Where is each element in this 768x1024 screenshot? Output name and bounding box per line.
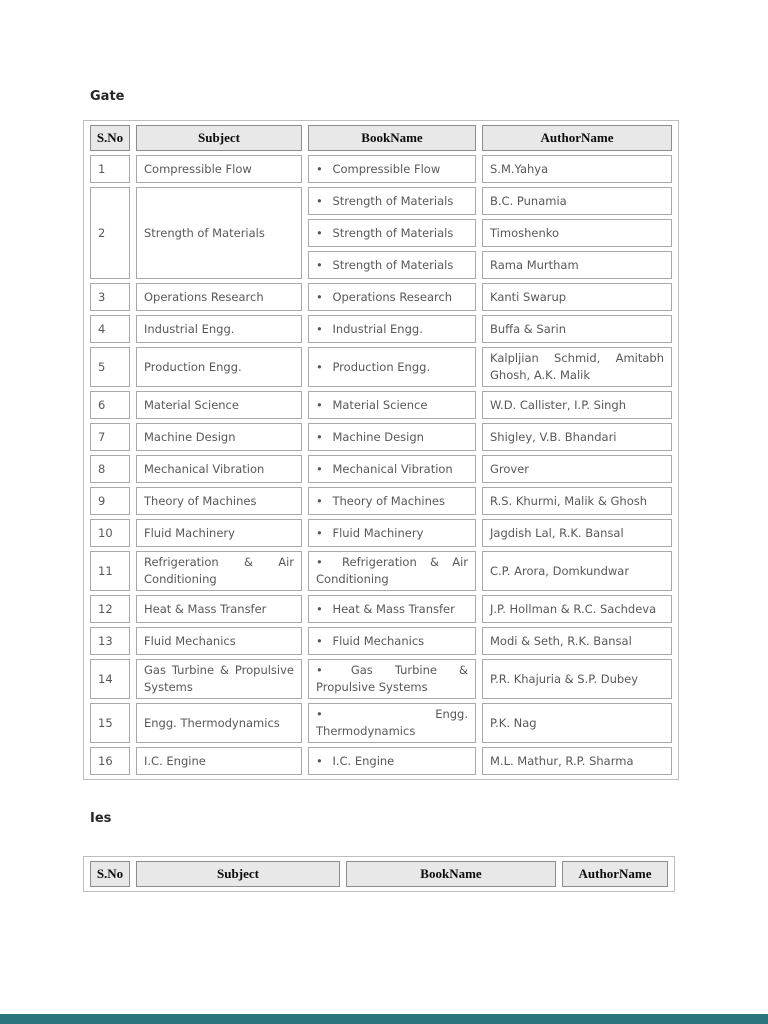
book-title: I.C. Engine — [332, 753, 395, 768]
authorname-cell: Jagdish Lal, R.K. Bansal — [482, 519, 672, 547]
column-header-bookname: BookName — [346, 861, 556, 887]
book-title: Operations Research — [332, 289, 453, 304]
sno-cell: 12 — [90, 595, 130, 623]
book-title: Engg. Thermodynamics — [316, 707, 468, 738]
sno-cell: 8 — [90, 455, 130, 483]
authorname-cell: M.L. Mathur, R.P. Sharma — [482, 747, 672, 775]
bullet-icon: • — [316, 289, 323, 304]
bookname-cell — [308, 423, 476, 451]
authorname-cell: R.S. Khurmi, Malik & Ghosh — [482, 487, 672, 515]
authorname-cell: Buffa & Sarin — [482, 315, 672, 343]
book-title: Machine Design — [332, 429, 424, 444]
table-row — [90, 391, 672, 419]
bookname-cell — [308, 627, 476, 655]
book-title: Material Science — [332, 397, 428, 412]
subject-cell: Fluid Machinery — [136, 519, 302, 547]
ies-books-table — [83, 856, 675, 892]
bullet-icon: • — [316, 663, 323, 677]
book-title: Heat & Mass Transfer — [332, 601, 455, 616]
bullet-icon: • — [316, 601, 323, 616]
table-row — [90, 187, 672, 215]
gate-section-heading: Gate — [90, 89, 125, 104]
sno-cell: 16 — [90, 747, 130, 775]
subject-cell: I.C. Engine — [136, 747, 302, 775]
column-header-bookname: BookName — [308, 125, 476, 151]
ies-section-heading: Ies — [90, 811, 112, 826]
bullet-icon: • — [316, 753, 323, 768]
bullet-icon: • — [316, 257, 323, 272]
subject-cell: Heat & Mass Transfer — [136, 595, 302, 623]
gate-table-body — [90, 155, 672, 775]
sno-cell: 11 — [90, 551, 130, 591]
subject-cell: Mechanical Vibration — [136, 455, 302, 483]
sno-cell: 7 — [90, 423, 130, 451]
book-title: Strength of Materials — [332, 257, 454, 272]
bookname-cell — [308, 519, 476, 547]
authorname-cell: Timoshenko — [482, 219, 672, 247]
book-title: Fluid Machinery — [332, 525, 424, 540]
table-row — [90, 659, 672, 699]
subject-cell: Theory of Machines — [136, 487, 302, 515]
authorname-cell: C.P. Arora, Domkundwar — [482, 551, 672, 591]
bookname-cell — [308, 315, 476, 343]
bookname-cell — [308, 595, 476, 623]
authorname-cell: P.K. Nag — [482, 703, 672, 743]
viewer-bottom-bar — [0, 1014, 768, 1024]
bullet-icon: • — [316, 321, 323, 336]
book-title: Fluid Mechanics — [332, 633, 425, 648]
subject-cell: Material Science — [136, 391, 302, 419]
bullet-icon: • — [316, 193, 323, 208]
bullet-icon: • — [316, 161, 323, 176]
authorname-cell: Kalpljian Schmid, Amitabh Ghosh, A.K. Malik — [482, 347, 672, 387]
book-title: Production Engg. — [332, 359, 431, 374]
sno-cell: 1 — [90, 155, 130, 183]
authorname-cell: Modi & Seth, R.K. Bansal — [482, 627, 672, 655]
table-row — [90, 347, 672, 387]
sno-cell: 13 — [90, 627, 130, 655]
authorname-cell: Rama Murtham — [482, 251, 672, 279]
subject-cell: Gas Turbine & Propulsive Systems — [136, 659, 302, 699]
bookname-cell — [308, 487, 476, 515]
subject-cell: Operations Research — [136, 283, 302, 311]
table-row — [90, 551, 672, 591]
bookname-cell — [308, 551, 476, 591]
bookname-cell — [308, 747, 476, 775]
column-header-authorname: AuthorName — [482, 125, 672, 151]
subject-cell: Strength of Materials — [136, 187, 302, 279]
bullet-icon: • — [316, 555, 323, 569]
bookname-cell — [308, 703, 476, 743]
bullet-icon: • — [316, 397, 323, 412]
authorname-cell: Grover — [482, 455, 672, 483]
bookname-cell — [308, 155, 476, 183]
bookname-cell — [308, 391, 476, 419]
bullet-icon: • — [316, 429, 323, 444]
book-title: Gas Turbine & Propulsive Systems — [316, 663, 468, 694]
subject-cell: Machine Design — [136, 423, 302, 451]
subject-cell: Industrial Engg. — [136, 315, 302, 343]
table-row — [90, 519, 672, 547]
authorname-cell: Kanti Swarup — [482, 283, 672, 311]
authorname-cell: W.D. Callister, I.P. Singh — [482, 391, 672, 419]
subject-cell: Compressible Flow — [136, 155, 302, 183]
column-header-sno: S.No — [90, 861, 130, 887]
sno-cell: 10 — [90, 519, 130, 547]
subject-cell: Fluid Mechanics — [136, 627, 302, 655]
bullet-icon: • — [316, 707, 323, 721]
table-row — [90, 155, 672, 183]
gate-books-table — [83, 120, 679, 780]
column-header-sno: S.No — [90, 125, 130, 151]
book-title: Refrigeration & Air Conditioning — [316, 555, 468, 586]
bullet-icon: • — [316, 225, 323, 240]
sno-cell: 9 — [90, 487, 130, 515]
bullet-icon: • — [316, 461, 323, 476]
table-row — [90, 595, 672, 623]
table-row — [90, 627, 672, 655]
bookname-cell — [308, 659, 476, 699]
authorname-cell: J.P. Hollman & R.C. Sachdeva — [482, 595, 672, 623]
bookname-cell — [308, 283, 476, 311]
bookname-cell — [308, 187, 476, 215]
gate-table-header-row — [90, 125, 672, 151]
column-header-subject: Subject — [136, 125, 302, 151]
subject-cell: Production Engg. — [136, 347, 302, 387]
authorname-cell: Shigley, V.B. Bhandari — [482, 423, 672, 451]
authorname-cell: S.M.Yahya — [482, 155, 672, 183]
book-title: Compressible Flow — [332, 161, 441, 176]
table-row — [90, 487, 672, 515]
bookname-cell — [308, 347, 476, 387]
book-title: Strength of Materials — [332, 225, 454, 240]
bookname-cell — [308, 251, 476, 279]
book-title: Mechanical Vibration — [332, 461, 453, 476]
table-row — [90, 423, 672, 451]
bullet-icon: • — [316, 633, 323, 648]
sno-cell: 3 — [90, 283, 130, 311]
column-header-authorname: AuthorName — [562, 861, 668, 887]
book-title: Theory of Machines — [332, 493, 445, 508]
table-row — [90, 703, 672, 743]
table-row — [90, 283, 672, 311]
bookname-cell — [308, 219, 476, 247]
subject-cell: Engg. Thermodynamics — [136, 703, 302, 743]
sno-cell: 6 — [90, 391, 130, 419]
sno-cell: 2 — [90, 187, 130, 279]
book-title: Strength of Materials — [332, 193, 454, 208]
table-row — [90, 455, 672, 483]
subject-cell: Refrigeration & Air Conditioning — [136, 551, 302, 591]
column-header-subject: Subject — [136, 861, 340, 887]
sno-cell: 14 — [90, 659, 130, 699]
ies-table-header-row — [90, 861, 668, 887]
sno-cell: 15 — [90, 703, 130, 743]
bullet-icon: • — [316, 359, 323, 374]
bookname-cell — [308, 455, 476, 483]
bullet-icon: • — [316, 525, 323, 540]
sno-cell: 5 — [90, 347, 130, 387]
authorname-cell: B.C. Punamia — [482, 187, 672, 215]
table-row — [90, 315, 672, 343]
sno-cell: 4 — [90, 315, 130, 343]
bullet-icon: • — [316, 493, 323, 508]
authorname-cell: P.R. Khajuria & S.P. Dubey — [482, 659, 672, 699]
book-title: Industrial Engg. — [332, 321, 423, 336]
table-row — [90, 747, 672, 775]
